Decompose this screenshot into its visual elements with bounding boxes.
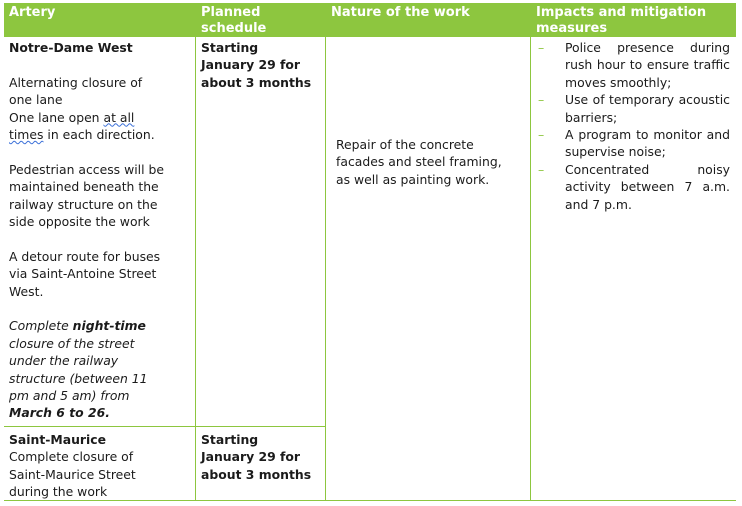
header-impacts-line: Impacts and mitigation bbox=[536, 5, 707, 20]
header-schedule-line: schedule bbox=[201, 21, 267, 36]
night-closure-text: under the railway bbox=[9, 353, 119, 369]
night-closure-text: Complete night-time bbox=[9, 318, 146, 334]
dash-bullet: – bbox=[538, 92, 545, 108]
night-closure-dates: March 6 to 26. bbox=[9, 405, 110, 421]
lane-open-text: times in each direction. bbox=[9, 127, 155, 143]
header-nature bbox=[326, 3, 530, 37]
schedule-cell-notre-dame bbox=[196, 37, 325, 91]
header-impacts bbox=[531, 3, 736, 37]
header-impacts-line: measures bbox=[536, 21, 608, 36]
closure-text: one lane bbox=[9, 92, 63, 108]
detour-text: West. bbox=[9, 283, 44, 299]
lane-open-text: One lane open at all bbox=[9, 109, 135, 125]
dash-bullet: – bbox=[538, 40, 545, 55]
closure-text: Alternating closure of bbox=[9, 74, 143, 90]
closure-text: Complete closure of bbox=[9, 449, 134, 465]
row-divider bbox=[4, 426, 326, 427]
artery-cell-notre-dame bbox=[4, 37, 195, 422]
nature-cell bbox=[326, 134, 530, 188]
header-artery-label: Artery bbox=[9, 5, 56, 20]
schedule-text: about 3 months bbox=[201, 466, 312, 482]
pedestrian-text: maintained beneath the bbox=[9, 179, 159, 195]
impact-item: – Concentrated noisy activity between 7 a.m. and 7 p.m. bbox=[538, 161, 730, 212]
artery-title: Saint-Maurice bbox=[9, 432, 107, 447]
closure-text: Saint-Maurice Street bbox=[9, 466, 136, 482]
artery-cell-saint-maurice bbox=[4, 429, 195, 501]
night-closure-text: pm and 5 am) from bbox=[9, 388, 130, 404]
artery-title: Notre-Dame West bbox=[9, 40, 133, 55]
pedestrian-text: railway structure on the bbox=[9, 196, 158, 212]
impact-item: – Use of temporary acoustic barriers; bbox=[538, 92, 730, 125]
closure-text: during the work bbox=[9, 484, 108, 500]
impacts-list bbox=[538, 39, 730, 213]
impact-item: – A program to monitor and supervise noise; bbox=[538, 127, 730, 160]
header-artery bbox=[4, 3, 195, 37]
schedule-text: Starting bbox=[201, 432, 259, 447]
header-nature-label: Nature of the work bbox=[331, 5, 470, 20]
spellcheck-marked-text: at all bbox=[103, 109, 135, 125]
night-closure-text: closure of the street bbox=[9, 335, 135, 351]
header-schedule-line: Planned bbox=[201, 5, 261, 20]
works-table bbox=[4, 3, 736, 501]
night-closure-text: structure (between 11 bbox=[9, 370, 148, 386]
schedule-cell-saint-maurice bbox=[196, 429, 325, 483]
detour-text: via Saint-Antoine Street bbox=[9, 266, 157, 282]
header-schedule bbox=[196, 3, 325, 37]
dash-bullet: – bbox=[538, 161, 545, 177]
schedule-text: January 29 for bbox=[201, 449, 301, 465]
schedule-text: January 29 for bbox=[201, 57, 301, 73]
impact-item: – Police presence during rush hour to ensure traffic moves smoothly; bbox=[538, 40, 730, 90]
spellcheck-marked-text: times bbox=[9, 127, 44, 143]
impacts-cell bbox=[531, 37, 736, 213]
nature-text: facades and steel framing, bbox=[336, 154, 502, 170]
schedule-text: about 3 months bbox=[201, 74, 312, 90]
nature-text: Repair of the concrete bbox=[336, 137, 474, 152]
pedestrian-text: side opposite the work bbox=[9, 214, 150, 230]
detour-text: A detour route for buses bbox=[9, 248, 161, 264]
pedestrian-text: Pedestrian access will be bbox=[9, 161, 164, 177]
dash-bullet: – bbox=[538, 127, 545, 143]
nature-text: as well as painting work. bbox=[336, 171, 490, 187]
schedule-text: Starting bbox=[201, 40, 259, 55]
